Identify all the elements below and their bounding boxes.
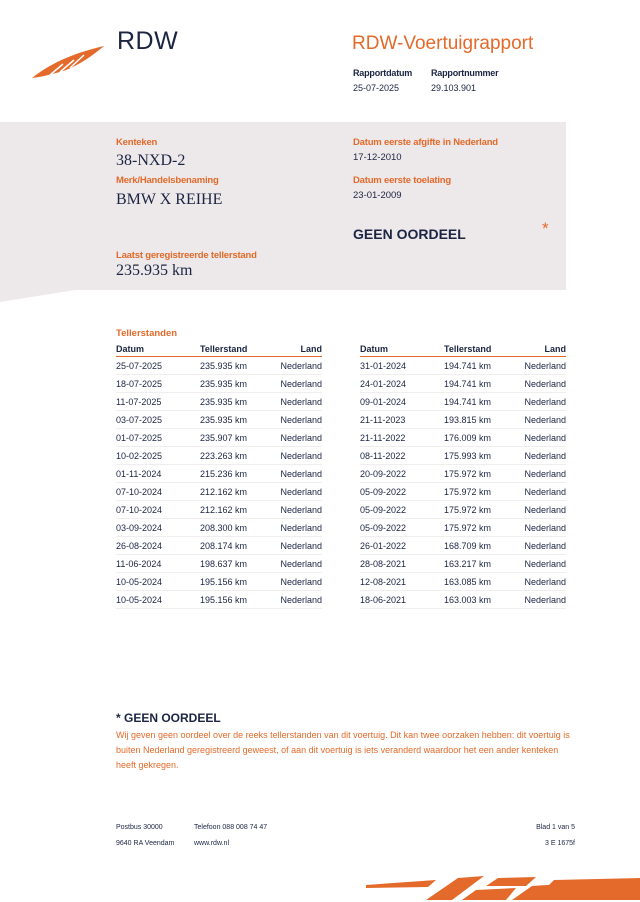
cell-land: Nederland [276, 555, 322, 573]
cell-land: Nederland [276, 393, 322, 411]
cell-datum: 01-07-2025 [116, 429, 200, 447]
cell-land: Nederland [520, 357, 566, 375]
cell-tellerstand: 235.935 km [200, 375, 276, 393]
cell-datum: 09-01-2024 [360, 393, 444, 411]
col-land: Land [520, 342, 566, 357]
cell-datum: 28-08-2021 [360, 555, 444, 573]
table-row [360, 357, 566, 375]
cell-land: Nederland [276, 519, 322, 537]
oordeel-star: * [542, 219, 549, 238]
table-row [360, 591, 566, 609]
cell-tellerstand: 195.156 km [200, 573, 276, 591]
col-tellerstand: Tellerstand [200, 342, 276, 357]
table-row [360, 573, 566, 591]
table-row [116, 537, 322, 555]
cell-land: Nederland [276, 429, 322, 447]
cell-datum: 07-10-2024 [116, 501, 200, 519]
afgifte-value: 17-12-2010 [353, 152, 402, 163]
table-header-row [360, 342, 566, 357]
table-row [360, 465, 566, 483]
kenteken-value: 38-NXD-2 [116, 152, 186, 169]
cell-datum: 07-10-2024 [116, 483, 200, 501]
cell-tellerstand: 195.156 km [200, 591, 276, 609]
cell-datum: 26-08-2024 [116, 537, 200, 555]
cell-datum: 05-09-2022 [360, 501, 444, 519]
cell-tellerstand: 235.935 km [200, 393, 276, 411]
cell-tellerstand: 193.815 km [444, 411, 520, 429]
rapportdatum-block [353, 68, 412, 93]
cell-tellerstand: 175.972 km [444, 501, 520, 519]
footer-code: 3 E 1675f [545, 840, 575, 847]
cell-land: Nederland [276, 357, 322, 375]
footer-page: Blad 1 van 5 [536, 824, 575, 831]
rapportnummer-label: Rapportnummer [431, 68, 499, 78]
col-land: Land [276, 342, 322, 357]
cell-land: Nederland [276, 573, 322, 591]
cell-tellerstand: 168.709 km [444, 537, 520, 555]
note-text: Wij geven geen oordeel over de reeks tellerstanden van dit voertuig. Dit kan twee oorzaken hebben: dit voertuig is buiten Nederland geregistreerd geweest, of aan dit voertuig is iets veranderd waardoor het een ander kenteken heeft gekregen. [116, 730, 570, 770]
kenteken-label: Kenteken [116, 137, 158, 148]
cell-land: Nederland [276, 591, 322, 609]
table-row [360, 429, 566, 447]
table-row [116, 357, 322, 375]
cell-datum: 03-09-2024 [116, 519, 200, 537]
afgifte-label: Datum eerste afgifte in Nederland [353, 137, 498, 148]
cell-land: Nederland [520, 411, 566, 429]
cell-datum: 11-07-2025 [116, 393, 200, 411]
cell-land: Nederland [520, 537, 566, 555]
merk-value: BMW X REIHE [116, 191, 223, 208]
cell-land: Nederland [520, 375, 566, 393]
tellerstanden-table-left [116, 342, 322, 609]
cell-tellerstand: 208.174 km [200, 537, 276, 555]
rapportnummer-value: 29.103.901 [431, 83, 477, 93]
cell-tellerstand: 212.162 km [200, 483, 276, 501]
cell-land: Nederland [276, 375, 322, 393]
cell-land: Nederland [520, 555, 566, 573]
table-row [360, 447, 566, 465]
cell-datum: 21-11-2023 [360, 411, 444, 429]
table-row [360, 555, 566, 573]
cell-datum: 20-09-2022 [360, 465, 444, 483]
cell-datum: 25-07-2025 [116, 357, 200, 375]
cell-datum: 18-06-2021 [360, 591, 444, 609]
table-row [116, 483, 322, 501]
cell-land: Nederland [276, 537, 322, 555]
rdw-logo-icon [30, 44, 106, 80]
cell-tellerstand: 194.741 km [444, 357, 520, 375]
rapportdatum-value: 25-07-2025 [353, 83, 400, 93]
cell-tellerstand: 163.085 km [444, 573, 520, 591]
cell-land: Nederland [276, 465, 322, 483]
table-row [116, 591, 322, 609]
cell-datum: 03-07-2025 [116, 411, 200, 429]
col-datum: Datum [116, 342, 200, 357]
table-header-row [116, 342, 322, 357]
cell-land: Nederland [520, 501, 566, 519]
table-row [116, 411, 322, 429]
cell-datum: 10-05-2024 [116, 591, 200, 609]
table-row [360, 537, 566, 555]
cell-land: Nederland [276, 483, 322, 501]
table-row [116, 375, 322, 393]
logo-text: RDW [117, 27, 179, 55]
cell-datum: 26-01-2022 [360, 537, 444, 555]
merk-label: Merk/Handelsbenaming [116, 175, 219, 186]
cell-tellerstand: 163.217 km [444, 555, 520, 573]
footer-address: 9640 RA Veendam [116, 840, 175, 847]
cell-land: Nederland [520, 393, 566, 411]
table-row [116, 447, 322, 465]
cell-tellerstand: 175.972 km [444, 483, 520, 501]
cell-tellerstand: 163.003 km [444, 591, 520, 609]
cell-tellerstand: 212.162 km [200, 501, 276, 519]
cell-datum: 10-05-2024 [116, 573, 200, 591]
cell-tellerstand: 235.935 km [200, 357, 276, 375]
cell-land: Nederland [520, 519, 566, 537]
cell-datum: 18-07-2025 [116, 375, 200, 393]
cell-land: Nederland [520, 465, 566, 483]
cell-datum: 05-09-2022 [360, 483, 444, 501]
cell-datum: 10-02-2025 [116, 447, 200, 465]
table-row [116, 429, 322, 447]
cell-tellerstand: 176.009 km [444, 429, 520, 447]
rapportdatum-label: Rapportdatum [353, 68, 413, 78]
footer-telefoon: Telefoon 088 008 74 47 [194, 824, 268, 831]
toelating-label: Datum eerste toelating [353, 175, 452, 186]
cell-land: Nederland [520, 429, 566, 447]
table-row [116, 519, 322, 537]
rapportnummer-block [431, 68, 498, 93]
cell-land: Nederland [520, 591, 566, 609]
table-row [360, 501, 566, 519]
cell-datum: 21-11-2022 [360, 429, 444, 447]
cell-datum: 05-09-2022 [360, 519, 444, 537]
decorative-stripes-icon [366, 874, 640, 902]
col-datum: Datum [360, 342, 444, 357]
table-row [360, 411, 566, 429]
oordeel-status: GEEN OORDEEL [353, 226, 466, 242]
cell-tellerstand: 235.935 km [200, 411, 276, 429]
table-row [116, 465, 322, 483]
cell-land: Nederland [520, 447, 566, 465]
cell-tellerstand: 175.993 km [444, 447, 520, 465]
cell-tellerstand: 194.741 km [444, 375, 520, 393]
table-row [360, 519, 566, 537]
panel-tail [0, 290, 75, 302]
table-row [360, 393, 566, 411]
table-row [360, 375, 566, 393]
cell-datum: 01-11-2024 [116, 465, 200, 483]
cell-land: Nederland [520, 483, 566, 501]
table-row [116, 393, 322, 411]
footer-website[interactable]: www.rdw.nl [194, 840, 230, 847]
note-title: * GEEN OORDEEL [116, 711, 221, 725]
cell-tellerstand: 175.972 km [444, 519, 520, 537]
table-row [116, 573, 322, 591]
cell-tellerstand: 215.236 km [200, 465, 276, 483]
cell-tellerstand: 235.907 km [200, 429, 276, 447]
tellerstanden-table-right [360, 342, 566, 609]
table-row [116, 555, 322, 573]
cell-tellerstand: 208.300 km [200, 519, 276, 537]
tellerstand-value: 235.935 km [116, 262, 193, 279]
cell-datum: 08-11-2022 [360, 447, 444, 465]
tellerstand-label: Laatst geregistreerde tellerstand [116, 250, 257, 261]
cell-tellerstand: 175.972 km [444, 465, 520, 483]
table-row [116, 501, 322, 519]
footer-postbus: Postbus 30000 [116, 824, 163, 831]
tellerstanden-title: Tellerstanden [116, 328, 178, 339]
cell-datum: 24-01-2024 [360, 375, 444, 393]
cell-datum: 31-01-2024 [360, 357, 444, 375]
cell-datum: 11-06-2024 [116, 555, 200, 573]
toelating-value: 23-01-2009 [353, 190, 402, 201]
cell-land: Nederland [276, 501, 322, 519]
cell-tellerstand: 223.263 km [200, 447, 276, 465]
cell-tellerstand: 198.637 km [200, 555, 276, 573]
cell-land: Nederland [520, 573, 566, 591]
cell-datum: 12-08-2021 [360, 573, 444, 591]
cell-land: Nederland [276, 411, 322, 429]
col-tellerstand: Tellerstand [444, 342, 520, 357]
cell-land: Nederland [276, 447, 322, 465]
table-row [360, 483, 566, 501]
cell-tellerstand: 194.741 km [444, 393, 520, 411]
report-title: RDW-Voertuigrapport [352, 33, 534, 54]
